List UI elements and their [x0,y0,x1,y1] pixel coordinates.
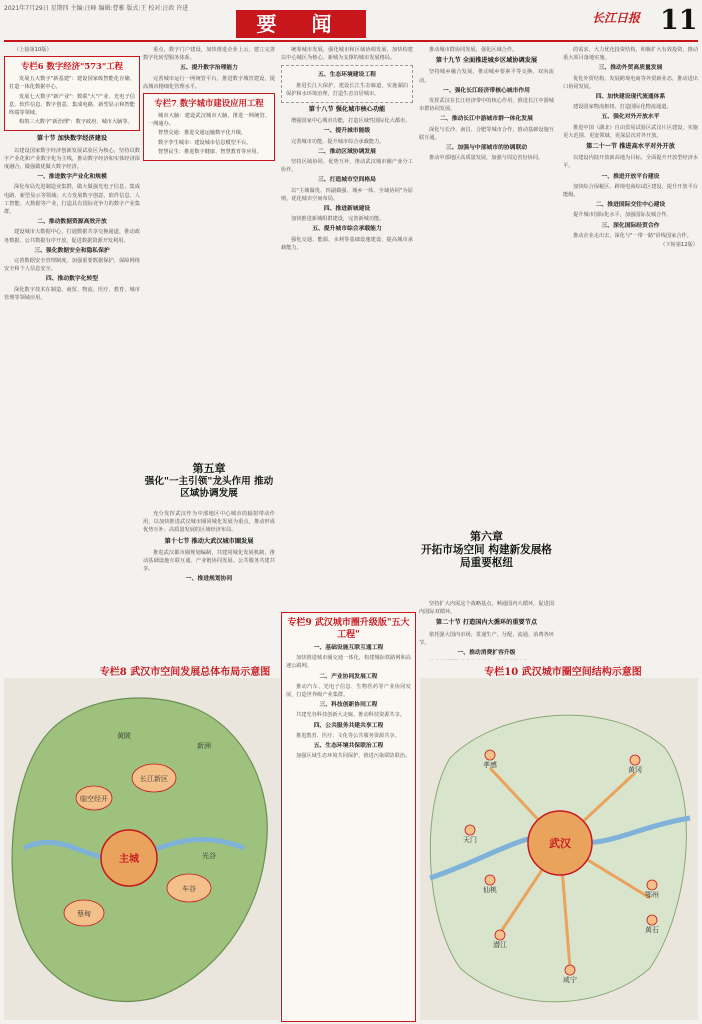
column-3 [281,46,413,561]
subheading: 二、推动区域协调发展 [318,148,376,155]
section-heading: 第十七节 推动大武汉城市圈发展 [164,537,254,545]
map-2-city-label: 咸宁 [563,976,577,984]
city-node [647,880,657,890]
map-1-district-label: 新洲 [197,742,211,750]
box-paragraph: 推进长江大保护，建设长江生态廊道，实施湖泊保护和水环境治理，打造生态宜居城市。 [286,82,408,97]
subheading: 四、推进新城建设 [323,206,371,213]
city-node [465,825,475,835]
subheading: 一、推进开放平台建设 [601,173,660,180]
map-2-city-label: 黄冈 [628,766,642,774]
chapter-number: 第五章 [192,462,226,475]
paragraph: 强化交通、能源、水利等基础设施建设，提高城市承载能力。 [281,236,413,251]
subheading: 一、强化长江经济带核心城市作用 [443,87,530,94]
map-2-title: 专栏10 武汉城市圈空间结构示意图 [484,667,642,678]
subheading: 一、推进规划协同 [185,576,233,583]
map-1-center-label: 主城 [119,854,139,865]
paragraph: 的需求，大力优化投资结构，积极扩大有效投资，推动重大项目落地实施。 [563,47,698,62]
map-2-city-label: 潜江 [493,941,507,949]
box-paragraph: 加快推进城市圈交通一体化，构建城际铁路网和高速公路网。 [286,655,411,670]
subheading: 二、推动数据资源高效开放 [37,219,107,226]
section-heading: 第十九节 全面推进城乡区域协调发展 [435,57,538,65]
paragraph: 增强国家中心城市功能，打造区域性国际化大都市。 [291,118,411,125]
city-node [485,875,495,885]
box-paragraph: 构筑三大数字"新治理"：数字政府、城市大脑等。 [19,119,133,126]
chapter-5-heading [143,462,275,500]
sidebar-box-dashed [281,65,413,103]
paragraph: 依托强大国内市场，贯通生产、分配、流通、消费各环节。 [419,631,554,646]
subheading: 三、强化数据安全和隐私保护 [34,247,110,254]
continuation-note: （下转第12版） [660,242,698,249]
paragraph: 坚持城乡融合发展，推动城乡要素平等交换、双向流动。 [419,69,554,84]
wuhan-metro-area-map [420,678,698,1020]
map-1-district-label: 临空经开 [80,795,108,803]
paragraph: 以"主城做优、四副做强、城乡一体、全域协同"为原则，优化城市空间布局。 [281,187,413,202]
map-2-center-label: 武汉 [549,837,571,850]
paragraph: 深化布局先进制造业集群，做大做强光电子信息、集成电路、新型显示等领域；大力发展数字创意、软件信息、人工智能、大数据等产业，打造具有国际竞争力的数字产业集群。 [4,184,140,216]
column-2-lower [143,510,275,660]
section-heading: 第十节 加快数字经济建设 [36,135,108,143]
paragraph: 统筹城市发展，强化城市和区域协调发展，加快构建以中心城区为核心、新城为支撑的城市发展格局。 [281,47,413,62]
header-rule [4,40,698,42]
box-paragraph: 发展七大数字"新产业"：数联"大"产业、光电子信息、软件信息、数字创意、集成电路、新型显示和智能终端等领域。 [9,93,135,117]
paragraph [419,659,554,660]
column-2 [143,46,275,501]
paragraph: 推动企业走出去，深化与"一带一路"沿线国家合作。 [573,232,692,239]
paragraph: 以建设内陆开放新高地为目标，全面提升开放型经济水平。 [563,155,698,170]
chapter-title: 强化"一主引领"龙头作用 推动区域协调发展 [144,476,274,499]
map-2-city-label: 孝感 [483,761,497,769]
continuation-note: （上接第10版） [14,47,52,53]
paragraph: 深化与长沙、南昌、合肥等城市合作，推动基础设施互联互通。 [419,126,554,141]
city-node [565,965,575,975]
box-title: 专栏9 武汉城市圈升级版"五大工程" [287,618,410,640]
box-subheading: 四、公共服务共建共享工程 [313,722,384,729]
paragraph: 以建设国家数字经济创新发展试验区为核心，坚持以数字产业化和产业数字化为主线，推动数字经济和实体经济深度融合，做强做优做大数字经济。 [4,147,140,171]
paragraph: 完善数据安全管理制度，加强重要数据保护，保障网络安全和个人信息安全。 [4,258,140,273]
map-2-city-label: 黄石 [645,926,659,934]
subheading: 五、强化对外开放水平 [601,114,660,121]
subheading: 三、推动外贸高质量发展 [598,65,663,72]
box-paragraph: 发展五大数字"新基建"：建设国家级智能化存储、打造一体化数据中心。 [9,76,135,91]
box-paragraph: 城市大脑：建设武汉城市大脑，推进一网统管、一网通办。 [148,113,270,128]
chapter-number: 第六章 [470,530,503,543]
map-1-district-label: 长江新区 [140,775,168,783]
city-node [647,915,657,925]
paragraph: 完善城市功能，提升城市综合承载能力。 [291,138,385,145]
subheading: 三、打造城市空间格局 [318,177,376,184]
subheading: 五、提升数字治理能力 [180,65,238,72]
map-1-title: 专栏8 武汉市空间发展总体布局示意图 [99,667,271,678]
box-paragraph: 智慧交通：推进交通运输数字化升级。 [158,130,247,137]
section-heading: 第十八节 强化城市核心功能 [308,106,386,114]
city-node [485,750,495,760]
box-subheading: 五、生态环境建设工程 [318,72,376,79]
chapter-title: 开拓市场空间 构建新发展格局重要枢纽 [421,544,552,569]
paragraph: 推进中国（湖北）自由贸易试验区武汉片区建设，实施更大范围、更宽领域、更深层次对外开放。 [563,124,698,139]
topline: 2021年7月29日 星期四 主编:汪峰 编辑:曹雅 版式:王 校对:汪政 许进 [4,5,189,12]
paragraph: 充分发挥武汉作为中部地区中心城市的辐射带动作用，以加快推进武汉城市圈同城化发展为重点，推动形成优势互补、高质量发展的区域经济布局。 [143,511,275,534]
city-node [495,930,505,940]
subheading: 三、深化国际经贸合作 [601,222,660,229]
page-number: 11 [660,5,698,36]
map-2-city-label: 鄂州 [645,891,659,899]
paragraph: 坚持扩大内需这个战略基点，畅通国内大循环，促进国内国际双循环。 [419,601,554,616]
subheading: 二、推动长江中游城市群一体化发展 [440,116,533,123]
chapter-6-heading [419,530,554,570]
column-1 [4,46,140,501]
subheading: 二、推进国际交往中心建设 [595,202,666,209]
box-subheading: 三、科技创新协同工程 [319,702,378,709]
paragraph: 提升城市国际化水平，加强国际友城合作。 [573,212,672,219]
section-heading: 第二十一节 推进高水平对外开放 [586,143,675,151]
box-subheading: 一、基础设施互联互通工程 [313,645,384,651]
section-title: 要 闻 [236,10,366,38]
subheading: 五、提升城市综合承载能力 [312,226,382,233]
box-paragraph: 智慧民生：推进数字健康、智慧教育等应用。 [158,148,262,155]
paragraph: 优化外贸结构，发展跨境电商等外贸新业态，推动进出口协同发展。 [563,75,698,90]
paragraph: 重点，数字门户建设，加快推进企业上云，建立完善数字化转型服务体系。 [143,47,275,62]
subheading: 一、推动消费扩容升级 [457,650,516,657]
box-title: 专栏7 数字城市建设应用工程 [154,98,264,109]
paragraph: 建设城市大数据中心，打通数据共享交换通道，推动政务数据、公共数据有序开放，促进数据资源开发利用。 [4,229,140,244]
column-4-lower [419,600,554,660]
newspaper-logo: 长江日报 [592,11,641,25]
paragraph: 推动中部地区高质量发展，加强与周边省份协同。 [429,155,544,162]
paragraph: 推动城市群协同发展，强化区域合作。 [429,47,518,53]
paragraph: 坚持区域协同、优势互补，推动武汉城市圈产业分工协作。 [281,159,413,174]
box-subheading: 五、生态环境共保联治工程 [313,743,384,750]
map-1-district-label: 黄陂 [117,732,131,740]
section-heading: 第二十节 打造国内大循环的重要节点 [435,619,538,627]
map-2-city-label: 仙桃 [483,886,497,894]
subheading: 四、加快建设现代流通体系 [595,94,666,101]
subheading: 四、推动数字化转型 [45,276,99,283]
wuhan-spatial-layout-map [4,678,280,1020]
paragraph: 完善城市运行一网统管平台，推进数字城管建设，提高城市精细化管理水平。 [143,75,275,90]
map-2-city-label: 天门 [463,836,477,844]
map-1-district-label: 蔡甸 [77,910,91,918]
box-paragraph: 数字孪生城市：建设城市信息模型平台。 [158,139,252,146]
subheading: 一、提升城市能级 [323,128,371,135]
box-paragraph: 共建光谷科技创新大走廊，推动科技资源共享。 [296,712,405,719]
city-node [630,755,640,765]
box-paragraph: 推动汽车、光电子信息、生物医药等产业协同发展，打造世界级产业集群。 [286,683,411,699]
paragraph: 建设国家物流枢纽，打造国际化物流通道。 [573,104,672,111]
sidebar-box-7 [143,93,275,161]
subheading: 一、推进数字产业化和规模 [37,174,107,181]
sidebar-box-9 [281,612,416,1022]
paragraph: 加快推进新城组群建设，完善新城功能。 [291,216,385,223]
paragraph: 加快综合保税区、跨境电商综试区建设，提升开放平台能级。 [563,183,698,199]
map-1-district-label: 车谷 [182,885,196,893]
subheading: 三、加强与中部城市的协调联动 [445,145,528,152]
sidebar-box-6 [4,56,140,131]
box-paragraph: 推进教育、医疗、文化等公共服务资源共享。 [296,732,400,739]
box-title: 专栏6 数字经济"573"工程 [21,61,123,72]
paragraph: 发挥武汉在长江经济带中的核心作用，推进长江中游城市群协同发展。 [419,98,554,113]
box-paragraph: 加强区域生态环境共同保护，推进污染联防联治。 [296,753,411,760]
paragraph: 深化数字技术在制造、商贸、物流、医疗、教育、城市管理等领域应用。 [4,286,140,301]
paragraph: 推进武汉都市圈规划编制，共建同城化发展机制，推动基础设施互联互通、产业链协同发展、公共服务共建共享。 [143,549,275,573]
column-4 [419,46,554,596]
box-subheading: 二、产业协同发展工程 [319,673,378,680]
map-1-district-label: 光谷 [202,852,216,860]
